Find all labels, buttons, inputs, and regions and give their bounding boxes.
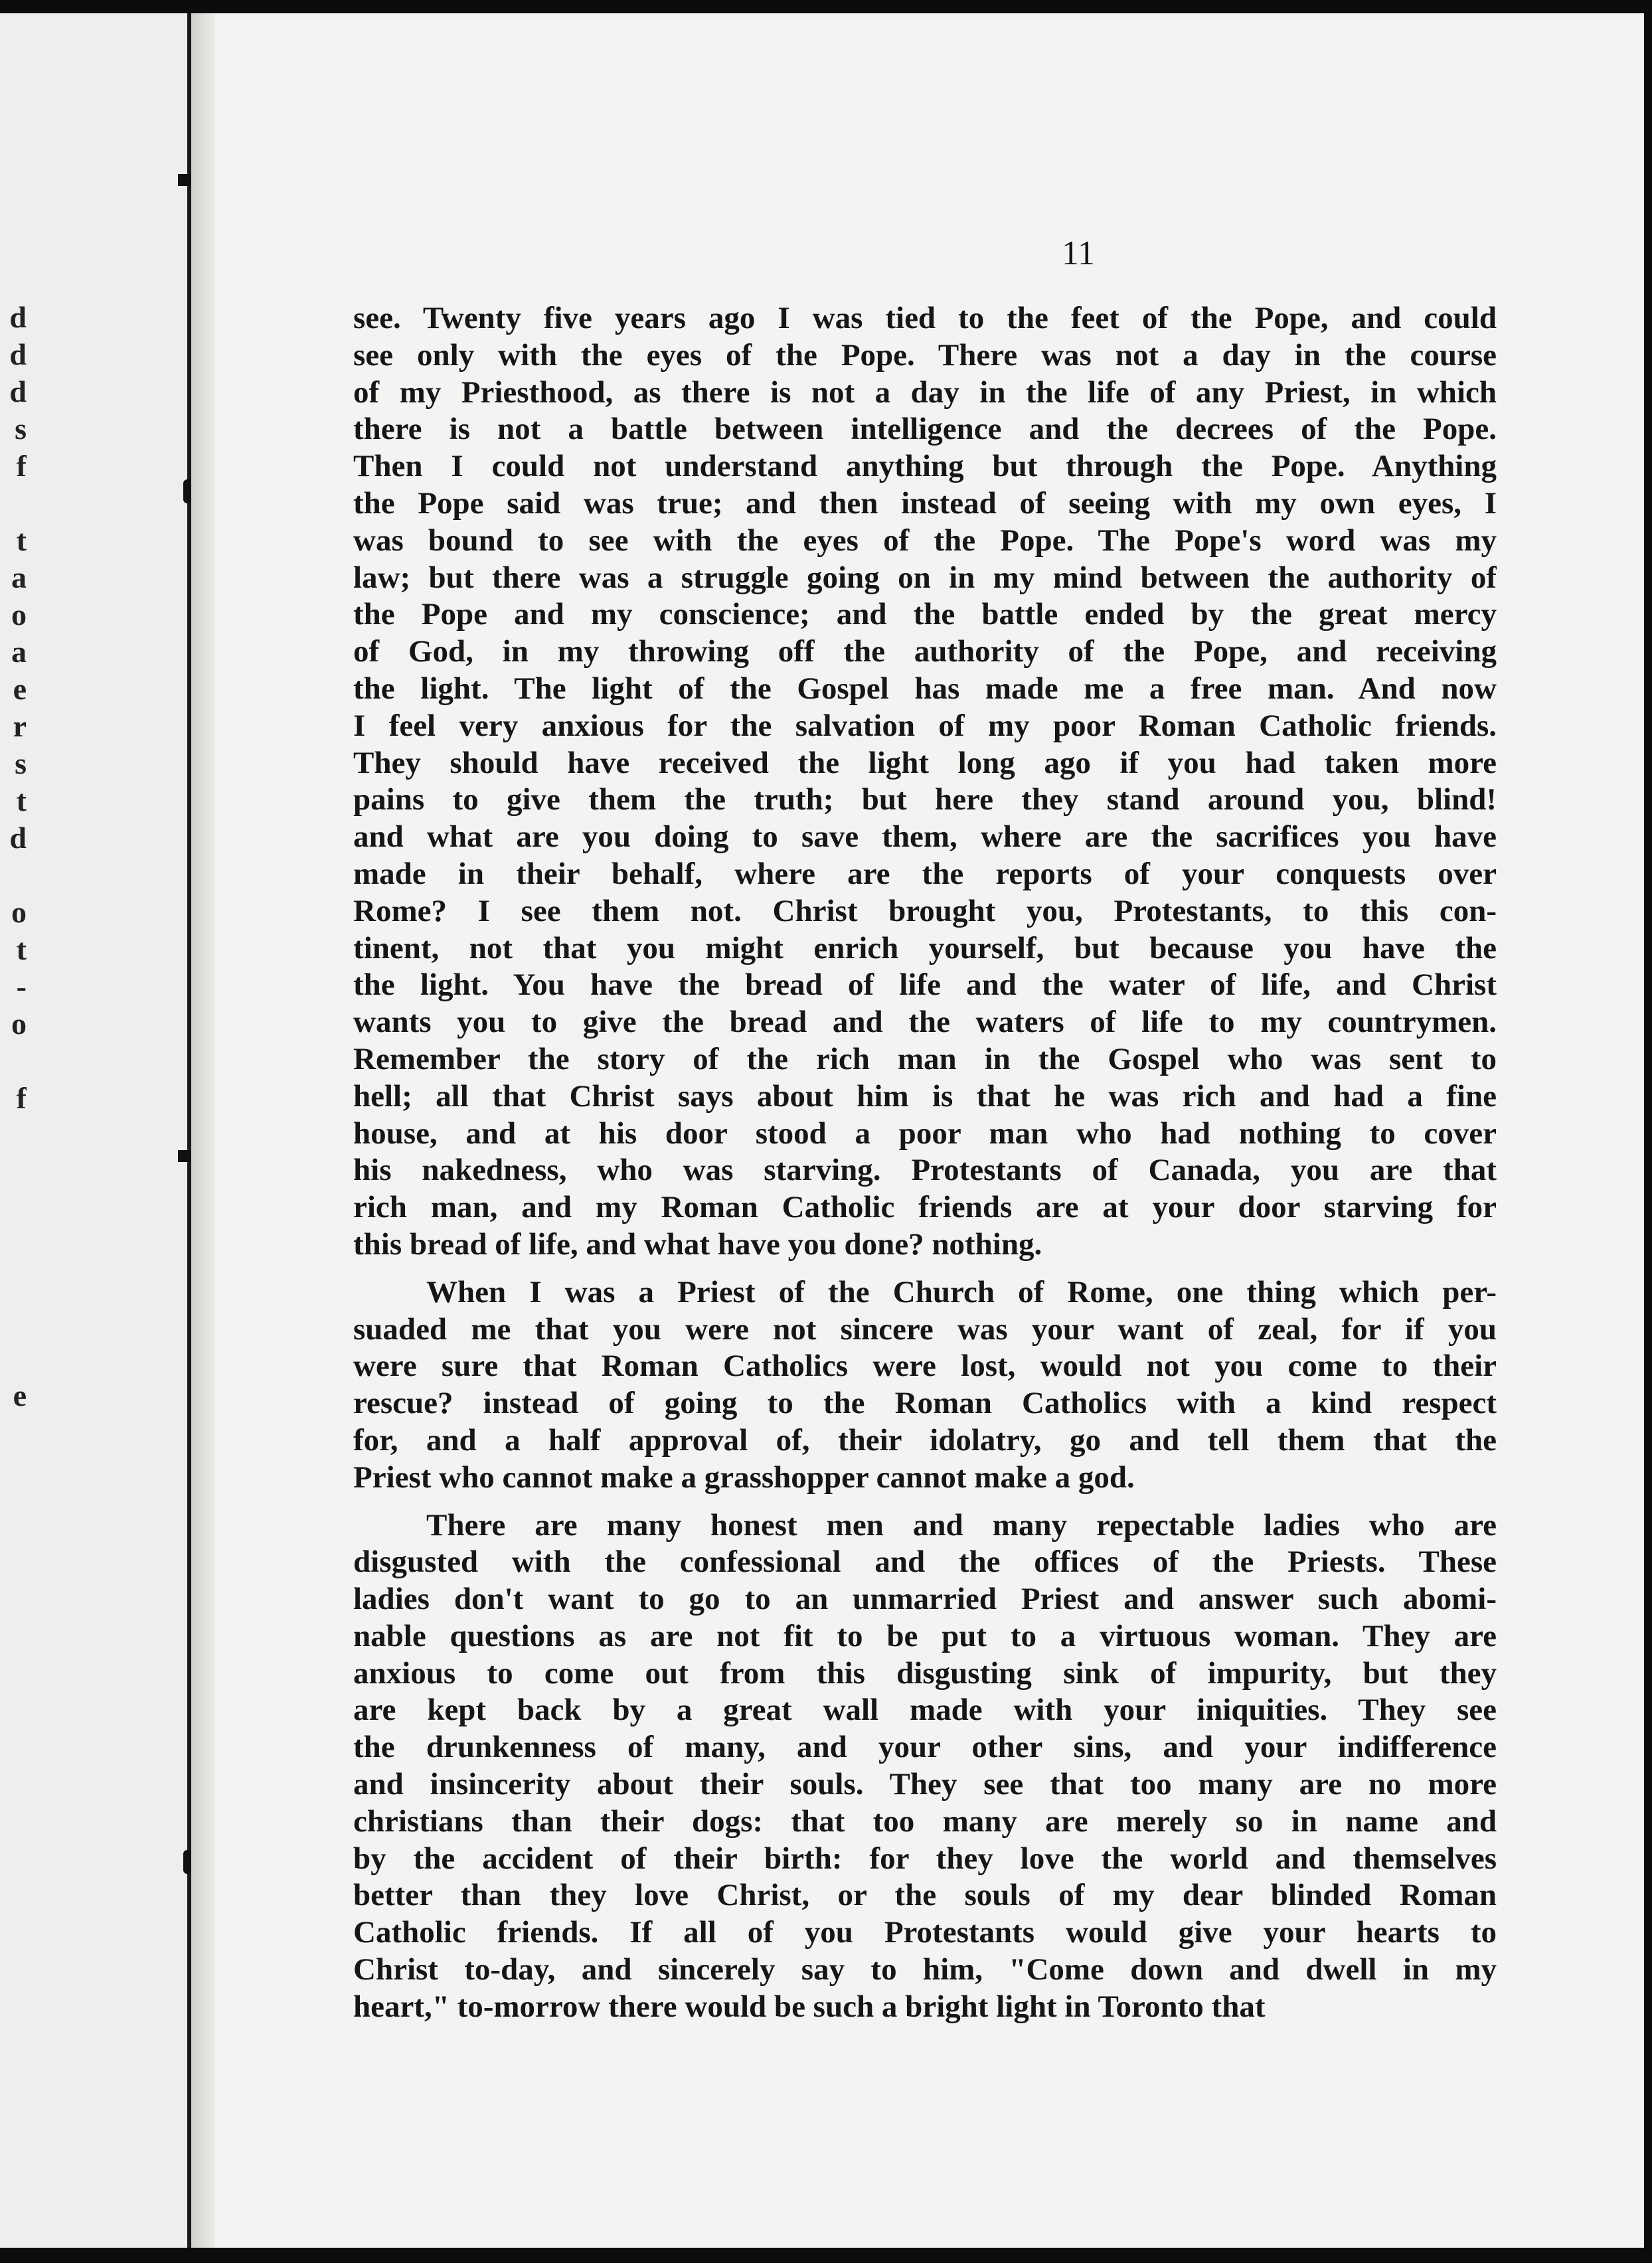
text-line: the light. You have the bread of life and the water of life, and Christ bbox=[353, 967, 1497, 1003]
paragraph bbox=[353, 1507, 1497, 2026]
text-line: was bound to see with the eyes of the Pope. The Pope's word was my bbox=[353, 523, 1497, 558]
edge-letter bbox=[0, 1675, 27, 1712]
edge-letter: f bbox=[16, 449, 27, 483]
edge-letter bbox=[0, 1117, 27, 1154]
text-line: pains to give them the truth; but here they stand around you, blind! bbox=[353, 782, 1497, 817]
text-line: I feel very anxious for the salvation of my poor Roman Catholic friends. bbox=[353, 708, 1497, 743]
text-line: tinent, not that you might enrich yourself, but because you have the bbox=[353, 930, 1497, 965]
edge-letter: r bbox=[13, 709, 27, 743]
text-line: They should have received the light long ago if you had taken more bbox=[353, 745, 1497, 780]
text-line: Remember the story of the rich man in the Gospel who was sent to bbox=[353, 1041, 1497, 1076]
page-gutter bbox=[191, 13, 215, 2248]
text-line: the Pope said was true; and then instead of seeing with my own eyes, I bbox=[353, 485, 1497, 521]
text-line: were sure that Roman Catholics were lost, would not you come to their bbox=[353, 1349, 1497, 1384]
edge-letter bbox=[0, 1935, 27, 1972]
edge-letter bbox=[0, 1228, 27, 1266]
edge-letter bbox=[0, 1600, 27, 1637]
edge-letter bbox=[0, 1898, 27, 1935]
edge-letter: d bbox=[9, 821, 27, 855]
text-line: better than they love Christ, or the souls of my dear blinded Roman bbox=[353, 1878, 1497, 1913]
text-line: There are many honest men and many repectable ladies who are bbox=[426, 1507, 1497, 1543]
text-line: Catholic friends. If all of you Protestants would give your hearts to bbox=[353, 1915, 1497, 1950]
text-line: made in their behalf, where are the reports of your conquests over bbox=[353, 856, 1497, 891]
edge-letter: o bbox=[11, 1007, 27, 1041]
text-line: disgusted with the confessional and the offices of the Priests. These bbox=[353, 1545, 1497, 1580]
text-line: Then I could not understand anything but through the Pope. Anything bbox=[353, 449, 1497, 484]
text-line: there is not a battle between intelligence and the decrees of the Pope. bbox=[353, 412, 1497, 447]
edge-letter: a bbox=[11, 635, 27, 669]
edge-letter bbox=[0, 1749, 27, 1786]
edge-letter: d bbox=[9, 300, 27, 334]
text-line: rescue? instead of going to the Roman Catholics with a kind respect bbox=[353, 1386, 1497, 1421]
edge-letter: s bbox=[15, 746, 27, 780]
book-page bbox=[215, 13, 1644, 2248]
text-line: hell; all that Christ says about him is that he was rich and had a fine bbox=[353, 1078, 1497, 1114]
edge-letter bbox=[0, 1861, 27, 1898]
edge-letter: d bbox=[9, 337, 27, 371]
text-line: the drunkenness of many, and your other sins, and your indifference bbox=[353, 1730, 1497, 1765]
text-line: see only with the eyes of the Pope. There was not a day in the course bbox=[353, 337, 1497, 373]
paragraph bbox=[353, 300, 1497, 1264]
edge-letter: e bbox=[13, 1379, 27, 1412]
text-line: and insincerity about their souls. They see that too many are no more bbox=[353, 1767, 1497, 1802]
edge-letter: o bbox=[11, 895, 27, 929]
text-line: anxious to come out from this disgusting sink of impurity, but they bbox=[353, 1655, 1497, 1691]
edge-letter bbox=[0, 1303, 27, 1340]
edge-letter bbox=[0, 1340, 27, 1377]
text-line: the light. The light of the Gospel has made me a free man. And now bbox=[353, 671, 1497, 706]
edge-letter bbox=[0, 1266, 27, 1303]
edge-letter: t bbox=[16, 932, 27, 966]
edge-letter: t bbox=[16, 523, 27, 557]
edge-letter: f bbox=[16, 1081, 27, 1115]
text-line: for, and a half approval of, their idolatry, go and tell them that the bbox=[353, 1422, 1497, 1458]
page-number: 11 bbox=[1061, 234, 1096, 272]
text-line: by the accident of their birth: for they love the world and themselves bbox=[353, 1841, 1497, 1876]
edge-letter bbox=[0, 1489, 27, 1526]
text-line: and what are you doing to save them, where are the sacrifices you have bbox=[353, 819, 1497, 855]
edge-letter bbox=[0, 1637, 27, 1675]
text-line: suaded me that you were not sincere was your want of zeal, for if you bbox=[353, 1311, 1497, 1347]
text-line: wants you to give the bread and the waters of life to my countrymen. bbox=[353, 1005, 1497, 1040]
edge-letter bbox=[0, 1823, 27, 1861]
text-line: ladies don't want to go to an unmarried Priest and answer such abomi- bbox=[353, 1582, 1497, 1617]
text-line: When I was a Priest of the Church of Rome, one thing which per- bbox=[426, 1274, 1497, 1309]
edge-letter bbox=[0, 1452, 27, 1489]
edge-letter bbox=[0, 857, 27, 894]
text-line: rich man, and my Roman Catholic friends are at your door starving for bbox=[353, 1190, 1497, 1225]
text-line: are kept back by a great wall made with your iniquities. They see bbox=[353, 1693, 1497, 1728]
edge-letter bbox=[0, 1712, 27, 1749]
facing-page-letters bbox=[0, 299, 27, 1972]
text-line: of God, in my throwing off the authority of the Pope, and receiving bbox=[353, 634, 1497, 669]
edge-letter: d bbox=[9, 375, 27, 408]
text-line: house, and at his door stood a poor man who had nothing to cover bbox=[353, 1116, 1497, 1151]
edge-letter: t bbox=[16, 784, 27, 817]
paragraph bbox=[353, 1274, 1497, 1497]
text-line: his nakedness, who was starving. Protestants of Canada, you are that bbox=[353, 1153, 1497, 1188]
edge-letter bbox=[0, 1563, 27, 1600]
edge-letter bbox=[0, 1786, 27, 1823]
edge-letter: o bbox=[11, 598, 27, 631]
text-line: law; but there was a struggle going on in my mind between the authority of bbox=[353, 560, 1497, 595]
body-text bbox=[353, 300, 1497, 2026]
edge-letter bbox=[0, 1526, 27, 1563]
edge-letter: e bbox=[13, 672, 27, 706]
text-line: Rome? I see them not. Christ brought you, Protestants, to this con- bbox=[353, 893, 1497, 928]
edge-letter: s bbox=[15, 412, 27, 446]
edge-letter bbox=[0, 1043, 27, 1080]
text-line: this bread of life, and what have you done? nothing. bbox=[353, 1226, 1042, 1262]
text-line: heart," to-morrow there would be such a bright light in Toronto that bbox=[353, 1989, 1266, 2024]
edge-letter bbox=[0, 1154, 27, 1191]
text-line: nable questions as are not fit to be put to a virtuous woman. They are bbox=[353, 1618, 1497, 1653]
edge-letter: a bbox=[11, 560, 27, 594]
facing-page-edge bbox=[0, 13, 187, 2248]
text-line: of my Priesthood, as there is not a day in the life of any Priest, in which bbox=[353, 375, 1497, 410]
text-line: christians than their dogs: that too many are merely so in name and bbox=[353, 1803, 1497, 1839]
edge-letter bbox=[0, 1414, 27, 1452]
text-line: the Pope and my conscience; and the battle ended by the great mercy bbox=[353, 597, 1497, 632]
edge-letter bbox=[0, 485, 27, 522]
edge-letter bbox=[0, 1191, 27, 1228]
edge-letter: - bbox=[16, 969, 27, 1003]
text-line: Priest who cannot make a grasshopper cannot make a god. bbox=[353, 1460, 1135, 1495]
text-line: see. Twenty five years ago I was tied to the feet of the Pope, and could bbox=[353, 301, 1497, 335]
text-line: Christ to-day, and sincerely say to him, "Come down and dwell in my bbox=[353, 1952, 1497, 1987]
